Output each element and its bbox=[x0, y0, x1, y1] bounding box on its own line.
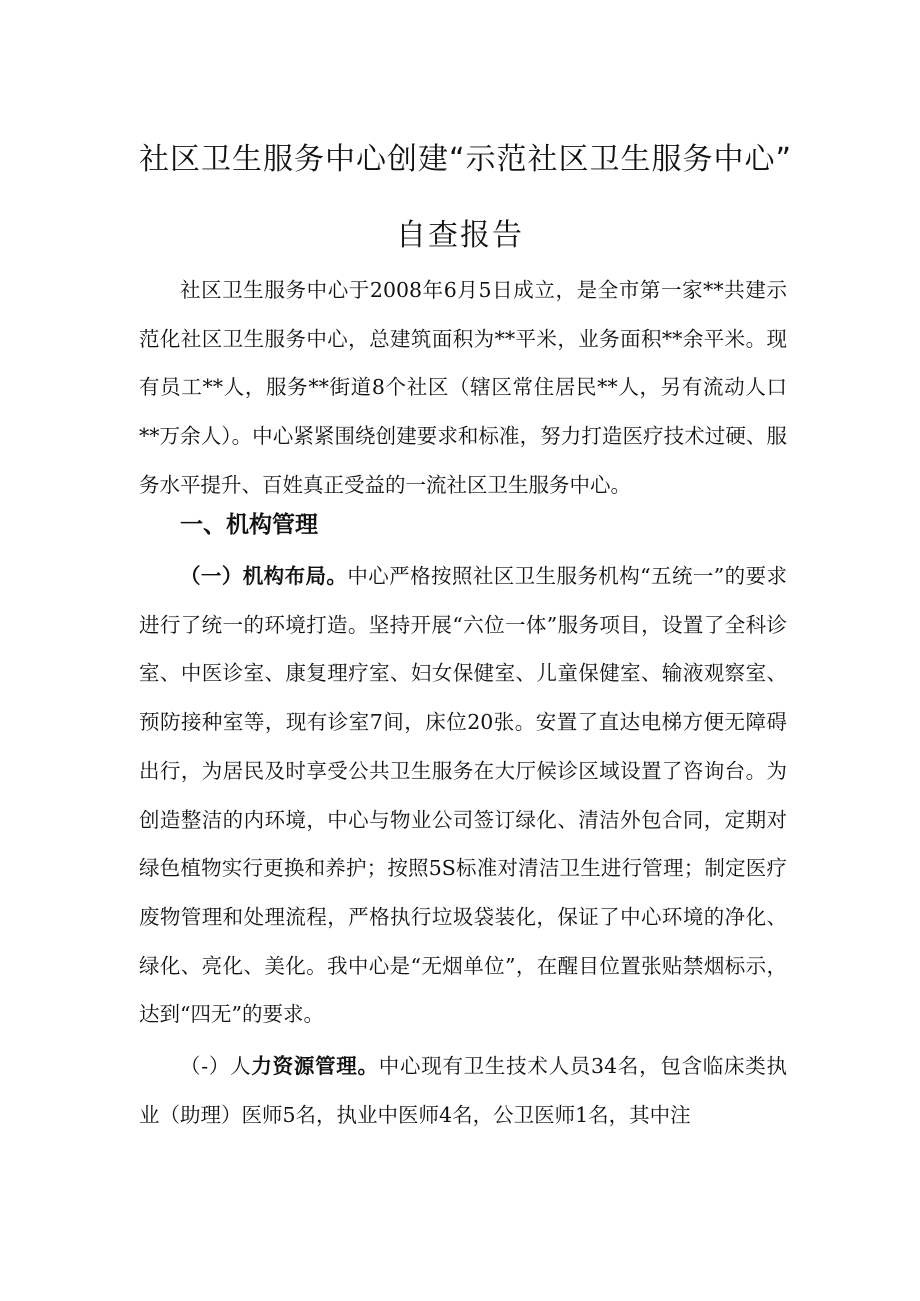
paragraph-lead: 力资源管理。 bbox=[251, 1054, 379, 1078]
report-title-line2: 自查报告 bbox=[396, 218, 524, 253]
report-title-line1: 社区卫生服务中心创建“示范社区卫生服务中心” bbox=[139, 142, 793, 177]
paragraph-prefix: （-）人 bbox=[180, 1054, 252, 1078]
paragraph-hr bbox=[139, 1042, 787, 1139]
section-heading: 一、机构管理 bbox=[180, 512, 318, 538]
paragraph-text: 中心现有卫生技术人员34名，包含临床类执业（助理）医师5名，执业中医师4名，公卫医师1名，其中注 bbox=[139, 1054, 787, 1127]
paragraph-text: 中心严格按照社区卫生服务机构“五统一”的要求进行了统一的环境打造。坚持开展“六位一体”服务项目，设置了全科诊室、中医诊室、康复理疗室、妇女保健室、儿童保健室、输液观察室、预防接种室等，现有诊室7间，床位20张。安置了直达电梯方便无障碍出行，为居民及时享受公共卫生服务在大厅候诊区域设置了咨询台。为创造整洁的内环境，中心与物业公司签订绿化、清洁外包合同，定期对绿色植物实行更换和养护；按照5S标准对清洁卫生进行管理；制定医疗废物管理和处理流程，严格执行垃圾袋装化，保证了中心环境的净化、绿化、亮化、美化。我中心是“无烟单位”，在醒目位置张贴禁烟标示，达到“四无”的要求。 bbox=[139, 564, 787, 1027]
intro-paragraph: 社区卫生服务中心于2008年6月5日成立，是全市第一家**共建示范化社区卫生服务中心，总建筑面积为**平米，业务面积**余平米。现有员工**人，服务**街道8个社区（辖区常住居民**人，另有流动人口**万余人）。中心紧紧围绕创建要求和标准，努力打造医疗技术过硬、服务水平提升、百姓真正受益的一流社区卫生服务中心。 bbox=[139, 278, 787, 497]
paragraph-lead: （一）机构布局。 bbox=[180, 564, 348, 588]
paragraph-layout bbox=[139, 552, 787, 1039]
